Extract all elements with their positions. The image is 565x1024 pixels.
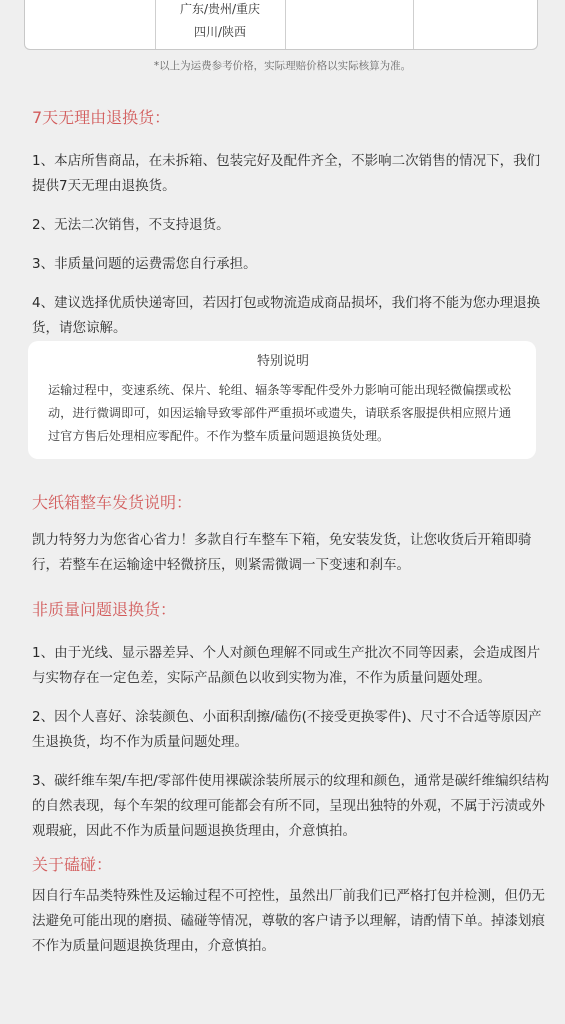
returns-item: 2、无法二次销售，不支持退货。 bbox=[32, 217, 230, 233]
table-divider bbox=[413, 0, 414, 49]
table-cell-regions-line2: 四川/陕西 bbox=[193, 25, 247, 39]
nonquality-item: 1、由于光线、显示器差异、个人对颜色理解不同或生产批次不同等因素，会造成图片与实物存在一定色差，实际产品颜色以收到实物为准，不作为质量问题处理。 bbox=[32, 645, 541, 686]
table-cell-regions-line1: 广东/贵州/重庆 bbox=[179, 2, 261, 16]
shipping-section bbox=[32, 492, 552, 592]
nonquality-section bbox=[32, 599, 552, 858]
shipping-section-body: 凯力特努力为您省心省力！多款自行车整车下箱，免安装发货，让您收货后开箱即骑行，若整车在运输途中轻微挤压，则紧需微调一下变速和刹车。 bbox=[32, 532, 532, 573]
nonquality-item: 2、因个人喜好、涂装颜色、小面积刮擦/磕伤(不接受更换零件)、尺寸不合适等原因产生退换货，均不作为质量问题处理。 bbox=[32, 709, 542, 750]
special-note-title: 特别说明 bbox=[256, 354, 309, 369]
nonquality-item: 3、碳纤维车架/车把/零部件使用裸碳涂装所展示的纹理和颜色，通常是碳纤维编织结构的自然表现，每个车架的纹理可能都会有所不同，呈现出独特的外观，不属于污渍或外观瑕疵，因此不作为质量问题退换货理由，介意慎拍。 bbox=[32, 773, 550, 839]
bump-section-title: 关于磕碰： bbox=[32, 855, 113, 874]
table-divider bbox=[285, 0, 286, 49]
special-note-card bbox=[28, 341, 536, 459]
shipping-section-title: 大纸箱整车发货说明： bbox=[32, 493, 193, 512]
shipping-footnote: *以上为运费参考价格，实际理赔价格以实际核算为准。 bbox=[153, 60, 412, 72]
shipping-fee-table-fragment bbox=[24, 0, 538, 50]
returns-section-title: 7天无理由退换货： bbox=[32, 108, 171, 127]
nonquality-section-title: 非质量问题退换货： bbox=[32, 600, 177, 619]
bump-section bbox=[32, 854, 552, 973]
returns-item: 4、建议选择优质快递寄回，若因打包或物流造成商品损坏，我们将不能为您办理退换货，请您谅解。 bbox=[32, 295, 541, 336]
bump-section-body: 因自行车品类特殊性及运输过程不可控性，虽然出厂前我们已严格打包并检测，但仍无法避免可能出现的磨损、磕碰等情况，尊敬的客户请予以理解，请酌情下单。掉漆划痕不作为质量问题退换货理由，介意慎拍。 bbox=[32, 888, 545, 954]
returns-item: 1、本店所售商品，在未拆箱、包装完好及配件齐全，不影响二次销售的情况下，我们提供7天无理由退换货。 bbox=[32, 153, 541, 194]
special-note-body: 运输过程中，变速系统、保片、轮组、辐条等零配件受外力影响可能出现轻微偏摆或松动，进行微调即可，如因运输导致零部件严重损坏或遗失，请联系客服提供相应照片通过官方售后处理相应零配件。不作为整车质量问题退换货处理。 bbox=[48, 383, 512, 443]
returns-item: 3、非质量问题的运费需您自行承担。 bbox=[32, 256, 257, 272]
returns-section bbox=[32, 107, 552, 355]
